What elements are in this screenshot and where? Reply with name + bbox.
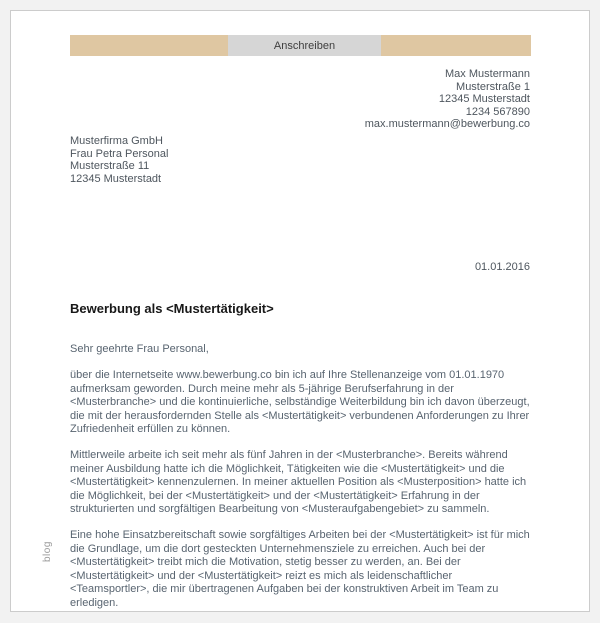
- recipient-block: [70, 135, 168, 185]
- sender-email: max.mustermann@bewerbung.co: [364, 118, 530, 131]
- sender-city: 12345 Musterstadt: [438, 93, 530, 106]
- letter-body: [70, 343, 533, 623]
- sender-block: [365, 68, 530, 131]
- letter-date: 01.01.2016: [474, 261, 530, 273]
- salutation: Sehr geehrte Frau Personal,: [70, 343, 209, 355]
- sender-street: Musterstraße 1: [456, 80, 530, 93]
- tab-anschreiben-label: Anschreiben: [273, 39, 336, 52]
- header-segment-right: [381, 35, 531, 56]
- recipient-contact: Frau Petra Personal: [70, 147, 169, 160]
- letter-subject: Bewerbung als <Mustertätigkeit>: [70, 301, 274, 316]
- header-bar: [70, 35, 531, 56]
- paragraph-1: über die Internetseite www.bewerbung.co bin ich auf Ihre Stellenanzeige vom 01.01.1970 aufmerksam geworden. Durch meine mehr als 5-jährige Berufserfahrung in der <Musterbranche> und die kontinuierliche, selbständige Weiterbildung bin ich davon überzeugt, die mit der herausfordernden Stelle als <Mustertätigkeit> verbundenen Anforderungen zu Ihrer Zufriedenheit erfüllen zu können.: [70, 369, 530, 436]
- blog-watermark: blog: [42, 541, 53, 562]
- paragraph-2: Mittlerweile arbeite ich seit mehr als fünf Jahren in der <Musterbranche>. Bereits während meiner Ausbildung hatte ich die Möglichkeit, Tätigkeiten wie die <Mustertätigkeit> und die <Mustertätigkeit> kennenzulernen. In meiner aktuellen Position als <Musterposition> hatte ich die Möglichkeit, bei der <Mustertätigkeit> und der <Mustertätigkeit> Erfahrung in der strukturierten und sorgfältigen Bearbeitung von <Musteraufgabengebiet> zu sammeln.: [70, 449, 527, 516]
- tab-anschreiben[interactable]: [228, 35, 381, 56]
- recipient-street: Musterstraße 11: [70, 160, 150, 173]
- header-segment-left: [70, 35, 228, 56]
- sender-phone: 1234 567890: [465, 105, 530, 118]
- letter-sheet: [10, 10, 590, 612]
- recipient-company: Musterfirma GmbH: [70, 135, 163, 147]
- sender-name: Max Mustermann: [445, 68, 530, 80]
- recipient-city: 12345 Musterstadt: [70, 172, 162, 185]
- paragraph-3: Eine hohe Einsatzbereitschaft sowie sorgfältiges Arbeiten bei der <Mustertätigkeit> ist für mich die Grundlage, um die dort gesteckten Unternehmensziele zu erreichen. Auch bei der <Mustertätigkeit> treibt mich die Motivation, stetig besser zu werden, an. Bei der <Mustertätigkeit> und der <Mustertätigkeit> reizt es mich als leidenschaftlicher <Teamsportler>, die mir übertragenen Aufgaben bei der konstruktiven Arbeit im Team zu erledigen.: [70, 529, 530, 609]
